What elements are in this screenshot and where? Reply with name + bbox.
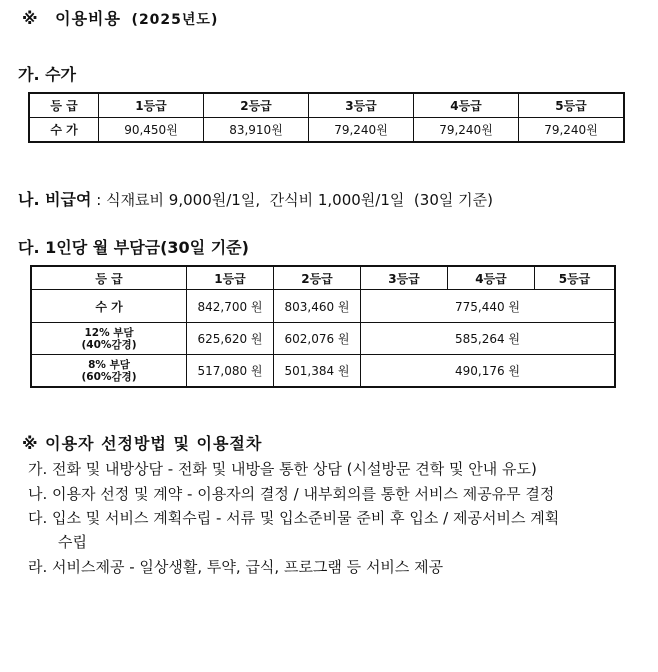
table-row: [31, 290, 615, 323]
procedure-heading: ※ 이용자 선정방법 및 이용절차: [22, 434, 263, 453]
row-label: [31, 323, 187, 355]
header-cell: 5등급: [535, 266, 616, 290]
header-cell: 3등급: [309, 93, 414, 118]
row-label-line: (60%감경): [81, 370, 137, 383]
row-label: [31, 355, 187, 388]
header-cell: 1등급: [99, 93, 204, 118]
title-year: (2025년도): [131, 12, 219, 28]
header-cell: 4등급: [414, 93, 519, 118]
procedure-item-continued: 수립: [58, 533, 87, 551]
table-row: [31, 323, 615, 355]
header-cell: 5등급: [519, 93, 625, 118]
section-fee-heading: 가. 수가: [18, 65, 77, 84]
row-label-line: 8% 부담: [88, 358, 130, 371]
table-cell: 83,910원: [204, 118, 309, 143]
table-header-row: [29, 93, 624, 118]
table-cell: 803,460 원: [274, 290, 361, 323]
table-cell: 501,384 원: [274, 355, 361, 388]
table-cell: 90,450원: [99, 118, 204, 143]
procedure-item: 다. 입소 및 서비스 계획수립 - 서류 및 입소준비물 준비 후 입소 / 제공서비스 계획: [28, 509, 560, 527]
header-cell: 2등급: [204, 93, 309, 118]
table-cell: 79,240원: [414, 118, 519, 143]
table-cell: 79,240원: [309, 118, 414, 143]
monthly-charge-table: [30, 265, 616, 388]
procedure-item: 라. 서비스제공 - 일상생활, 투약, 급식, 프로그램 등 서비스 제공: [28, 558, 444, 576]
table-cell: 79,240원: [519, 118, 625, 143]
non-covered-line: [18, 187, 493, 210]
page-title: [22, 6, 218, 29]
title-text: 이용비용: [55, 9, 121, 28]
header-cell: 4등급: [448, 266, 535, 290]
table-cell: 602,076 원: [274, 323, 361, 355]
table-cell: 775,440 원: [361, 290, 616, 323]
header-cell: 3등급: [361, 266, 448, 290]
table-cell: 842,700 원: [187, 290, 274, 323]
fee-table: [28, 92, 625, 143]
non-covered-text: : 식재료비 9,000원/1일, 간식비 1,000원/1일 (30일 기준): [91, 191, 493, 209]
table-row: [29, 118, 624, 143]
table-row: [31, 355, 615, 388]
table-cell: 585,264 원: [361, 323, 616, 355]
row-label-line: (40%감경): [81, 338, 137, 351]
row-label: 수 가: [29, 118, 99, 143]
row-label: 수 가: [31, 290, 187, 323]
non-covered-heading: 나. 비급여: [18, 190, 92, 209]
section-monthly-heading: 다. 1인당 월 부담금(30일 기준): [18, 238, 249, 257]
header-cell: 등 급: [29, 93, 99, 118]
header-cell: 1등급: [187, 266, 274, 290]
reference-mark: ※: [22, 9, 39, 28]
table-cell: 625,620 원: [187, 323, 274, 355]
row-label-line: 12% 부담: [84, 326, 134, 339]
table-cell: 517,080 원: [187, 355, 274, 388]
header-cell: 2등급: [274, 266, 361, 290]
header-cell: 등 급: [31, 266, 187, 290]
table-cell: 490,176 원: [361, 355, 616, 388]
table-header-row: [31, 266, 615, 290]
procedure-item: 가. 전화 및 내방상담 - 전화 및 내방을 통한 상담 (시설방문 견학 및 안내 유도): [28, 460, 537, 478]
procedure-item: 나. 이용자 선정 및 계약 - 이용자의 결정 / 내부회의를 통한 서비스 제공유무 결정: [28, 485, 555, 503]
